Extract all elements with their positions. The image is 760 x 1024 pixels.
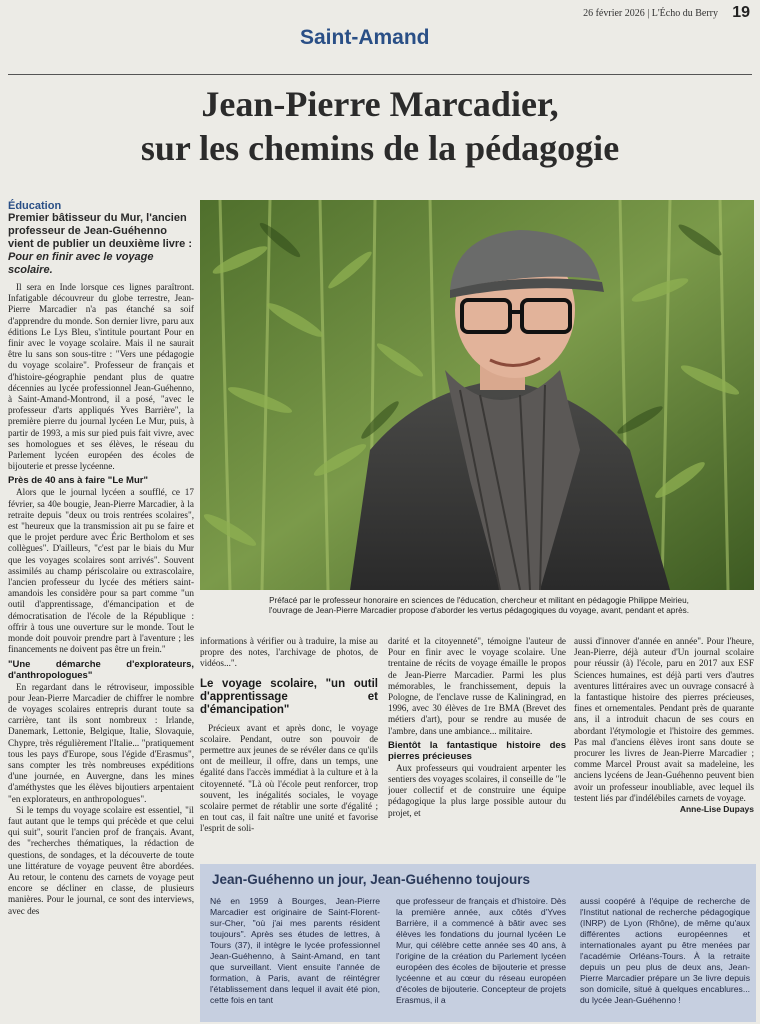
paragraph: Alors que le journal lycéen a soufflé, ce 17 février, sa 40e bougie, Jean-Pierre Marcadier, à la retraite depuis "deux ou trois rentrées scolaires", est "heureux que la transmission ait pu se faire et que le projet perdure avec Éric Bertholom et ses collègues". D'ailleurs, "c'est par le biais du Mur que les voyages scolaires sont arrivés". Souvent assimilés au champ périscolaire ou extrascolaire, l'ancien professeur du lycée des métiers saint-amandois les considère pour sa part comme "un outil d'apprentissage, d'émancipation et de démocratisation de l'école de la République : offrir à tous une ouverture sur le monde. Tout le monde doit pouvoir prendre part à l'aventure ; les financements ne doivent pas être un frein." (8, 487, 194, 655)
caption-line-1: Préfacé par le professeur honoraire en sciences de l'éducation, chercheur et militant en pédagogie Philippe Meirieu, (269, 596, 689, 605)
article-column-4 (574, 636, 754, 858)
photo-caption (206, 596, 752, 616)
paragraph: Aux professeurs qui voudraient arpenter les sentiers des voyages scolaires, il conseille de "le jouer collectif et de construire une équipe pédagogique la plus large possible autour du projet, et (388, 762, 566, 818)
article-column-1 (8, 282, 194, 1022)
paragraph: que professeur de français et d'histoire. Dès la première année, aux côtés d'Yves Barrière, il a commencé à bâtir avec ses élèves les fondations du journal lycéen Le Mur, qui célèbre cette année ses 40 ans, à l'origine de la création du Parlement lycéen européen des écoles de bijouterie et presse lycéenne et au cœur du réseau européen d'écoles de bijouterie. Concepteur de projets Erasmus, il a (396, 896, 566, 1005)
article-column-2 (200, 636, 378, 858)
sidebar-column-2 (396, 896, 566, 1020)
sidebar-box-title: Jean-Guéhenno un jour, Jean-Guéhenno toujours (212, 872, 531, 887)
lede (8, 212, 194, 277)
article-column-3 (388, 636, 566, 858)
page-number: 19 (732, 4, 750, 21)
kicker: Éducation (8, 200, 62, 212)
paragraph: Précieux avant et après donc, le voyage scolaire. Pendant, outre son pouvoir de permettre aux jeunes de se révéler dans ce qu'ils ont de meilleur, il offre, dans un temps, une égalité dans l'accès immédiat à la culture et à la citoyenneté. "Là où l'école peut renforcer, trop souvent, les inégalités sociales, le voyage scolaire permet de rétablir une sorte d'égalité ; en tout cas, il fait naître une unité et favorise l'esprit de soli- (200, 722, 378, 834)
sidebar-column-3 (580, 896, 750, 1020)
bamboo-portrait-illustration (200, 200, 754, 590)
lede-text: Premier bâtisseur du Mur, l'ancien professeur de Jean-Guéhenno vient de publier un deuxième livre : (8, 212, 192, 250)
author-signature: Anne-Lise Dupays (679, 804, 754, 815)
paragraph: darité et la citoyenneté", témoigne l'auteur de Pour en finir avec le voyage scolaire. Une trentaine de récits de voyage émaille le propos de Jean-Pierre Marcadier. Parmi les plus mémorables, le franchissement, depuis la Pologne, de l'enclave russe de Kaliningrad, en 1996, avec 30 élèves de 1re BMA (Brevet des métiers d'art), pour se rendre au musée de l'ambre, dans une ambiance... militaire. (388, 636, 566, 736)
intertitle: "Une démarche d'explorateurs, d'anthropologues" (8, 658, 194, 681)
paragraph: aussi d'innover d'année en année". Pour l'heure, Jean-Pierre, déjà auteur d'Un journal scolaire pour réussir (à) l'école, paru en 2017 aux ESF Sciences humaines, est déjà parti vers d'autres aventures littéraires avec un ouvrage consacré à la fantastique histoire des pierres précieuses, fines et ornementales. Pendant près de quarante ans, il a introduit chacun de ses cours en abordant l'étymologie et l'histoire des gemmes. Pas mal d'anciens élèves iront sans doute se procurer les livres de Jean-Pierre Marcadier ; comme Marcel Proust avait sa madeleine, les anciens lycéens de Jean-Guéhenno peuvent bien avoir un professeur inoubliable, avec lequel ils testent liés par d'indélébiles carnets de voyage. (574, 636, 754, 803)
headline-line-2: sur les chemins de la pédagogie (140, 128, 620, 168)
paragraph: En regardant dans le rétroviseur, impossible pour Jean-Pierre Marcadier de chiffrer le nombre de voyages scolaires entrepris durant toute sa carrière, tant ils sont nombreux : Irlande, Danemark, Lettonie, Belgique, Italie, Slovaquie, Chypre, très régulièrement l'Italie... "pratiquement tous les pays d'Europe, sous l'égide d'Erasmus", sans compter les très nombreuses expéditions d'une journée, en Auvergne, dans les mines d'améthystes que les élèves bijoutiers arpentaient "en explorateurs, en anthropologues". (8, 681, 194, 804)
paragraph: Né en 1959 à Bourges, Jean-Pierre Marcadier est originaire de Saint-Florent-sur-Cher, "où j'ai mes parents résident toujours". Après ses études de lettres, à Tours (37), il intègre le lycée professionnel Jean-Guéhenno, à Saint-Amand, en tant que surveillant. Vient ensuite l'année de formation, à Paris, avant de réintégrer l'établissement dans lequel il avait été pion, cette fois en tant (210, 896, 380, 1005)
portrait-photo (200, 200, 754, 590)
headline (0, 82, 760, 170)
caption-line-2: l'ouvrage de Jean-Pierre Marcadier propose d'aborder les vertus pédagogiques du voyage, avant, pendant et après. (268, 606, 690, 615)
headline-line-1: Jean-Pierre Marcadier, (201, 84, 559, 124)
paragraph: Il sera en Inde lorsque ces lignes paraîtront. Infatigable découvreur du globe terrestre, Jean-Pierre Marcadier n'a pas étanché sa soif d'apprendre du monde. Son dernier livre, paru aux éditions Le Lys Bleu, s'intitule pourtant Pour en finir avec le voyage scolaire. Mais il ne saurait être lu sans son sous-titre : "Vers une pédagogie du voyage scolaire". Professeur de français et d'histoire-géographie pendant plus de quatre décennies au lycée professionnel Jean-Guéhenno, à Saint-Amand-Montrond, il a posé, "avec le professeur d'arts appliqués Yves Barrière", la première pierre du journal lycéen Le Mur, puis, à partir de 1993, a mis sur pied puis fait vivre, avec ses homologues et ses élèves, le réseau du Parlement lycéen européen des écoles de bijouterie et presse lycéenne. (8, 282, 194, 472)
section-title: Saint-Amand (300, 26, 430, 49)
sidebar-column-1 (210, 896, 380, 1020)
issue-date: 26 février 2026 | L'Écho du Berry (583, 8, 718, 19)
subheading: Le voyage scolaire, "un outil d'apprentissage et d'émancipation" (200, 677, 378, 716)
paragraph: informations à vérifier ou à traduire, la mise au propre des notes, l'archivage de photos, de vidéos...". (200, 636, 378, 669)
paragraph: aussi coopéré à l'équipe de recherche de l'Institut national de recherche pédagogique (INRP) de Lyon (Rhône), de même qu'aux différentes actions européennes et internationales ayant pu être menées par l'académie Orléans-Tours. À la retraite depuis un peu plus de deux ans, Jean-Pierre Marcadier prépare un 3e livre depuis son domicile, situé à quelques encablures... du lycée Jean-Guéhenno ! (580, 896, 750, 1005)
intertitle: Bientôt la fantastique histoire des pierres précieuses (388, 739, 566, 762)
paragraph: Si le temps du voyage scolaire est essentiel, "il faut autant que le temps qui précède et que celui qui suit", sourit l'ancien prof de français. Avant, des "recherches thématiques, la rédaction de questions, de sondages, et la découverte de toute une littérature de voyage peuvent être abordées. Au retour, le contenu des carnets de voyage peut encore se décliner en classe, de plusieurs manières. Pour le journal, ce sont des interviews, avec des (8, 804, 194, 916)
header-rule (8, 74, 752, 75)
lede-book-title: Pour en finir avec le voyage scolaire. (8, 251, 154, 276)
intertitle: Près de 40 ans à faire "Le Mur" (8, 475, 148, 487)
